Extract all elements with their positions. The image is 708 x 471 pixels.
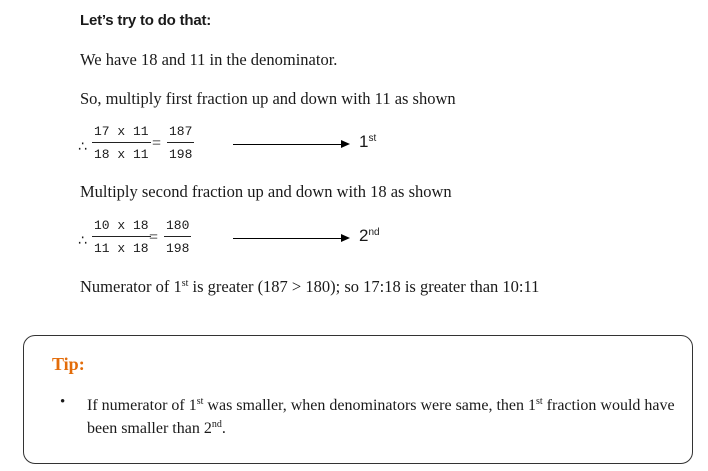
- therefore-symbol: ∴: [78, 139, 87, 155]
- first-fraction-equation: [78, 122, 378, 170]
- right-numerator: 187: [167, 124, 194, 143]
- tip-text: If numerator of 1st was smaller, when denominators were same, then 1st fraction would have been smaller than 2nd.: [87, 396, 675, 437]
- fraction-label-1st: 1st: [359, 132, 377, 151]
- equals-sign: =: [149, 229, 159, 246]
- bullet-icon: •: [60, 394, 66, 410]
- tip-box: [23, 335, 693, 464]
- first-instruction: So, multiply first fraction up and down with 11 as shown: [80, 89, 456, 108]
- right-numerator: 180: [164, 218, 191, 237]
- left-denominator: 18 x 11: [94, 147, 149, 162]
- therefore-symbol: ∴: [78, 233, 87, 249]
- section-heading: Let’s try to do that:: [80, 12, 212, 29]
- right-fraction: [167, 124, 194, 162]
- denominator-statement: We have 18 and 11 in the denominator.: [80, 50, 338, 69]
- right-denominator: 198: [166, 241, 190, 256]
- left-denominator: 11 x 18: [94, 241, 149, 256]
- arrow-line: [233, 144, 341, 145]
- tip-title: Tip:: [52, 354, 85, 374]
- right-fraction: [164, 218, 191, 256]
- left-numerator: 17 x 11: [92, 124, 151, 143]
- second-instruction: Multiply second fraction up and down with 18 as shown: [80, 182, 452, 201]
- fraction-label-2nd: 2nd: [359, 226, 380, 245]
- arrow-right-icon: [341, 140, 350, 148]
- right-denominator: 198: [169, 147, 193, 162]
- arrow-line: [233, 238, 341, 239]
- second-fraction-equation: [78, 216, 378, 264]
- left-fraction: [92, 124, 151, 162]
- conclusion-statement: Numerator of 1st is greater (187 > 180); so 17:18 is greater than 10:11: [80, 277, 540, 296]
- arrow-right-icon: [341, 234, 350, 242]
- left-numerator: 10 x 18: [92, 218, 151, 237]
- equals-sign: =: [152, 135, 162, 152]
- left-fraction: [92, 218, 151, 256]
